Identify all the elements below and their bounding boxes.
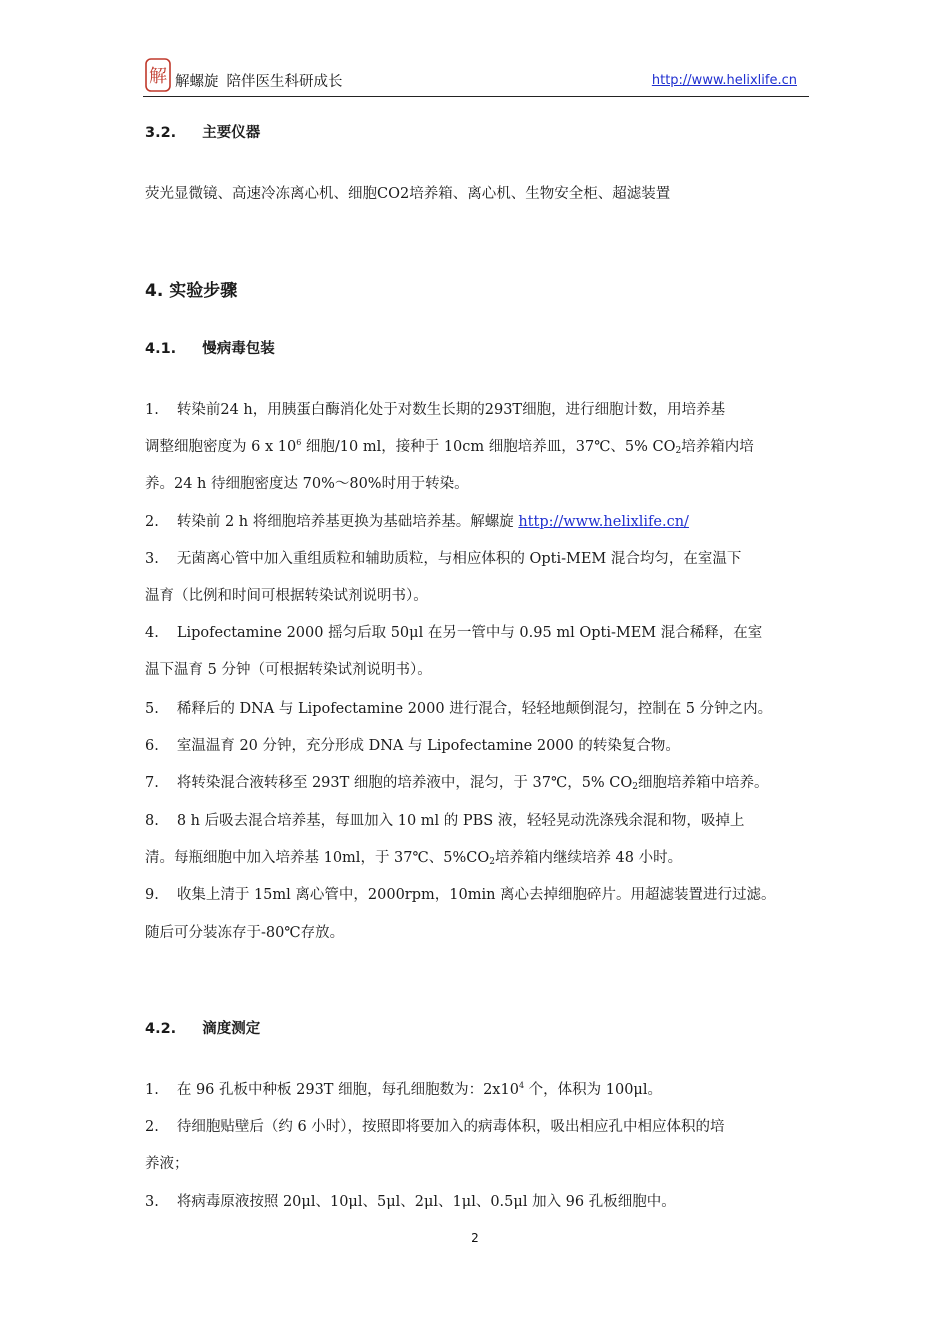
step-number: 6. <box>145 738 159 754</box>
step-text: 8 h 后吸去混合培养基，每皿加入 10 ml 的 PBS 液，轻轻晃动洗涤残余混和物，吸掉上 <box>176 813 745 829</box>
section-title: 实验步骤 <box>169 281 238 301</box>
step-4-1-7 <box>145 776 769 791</box>
step-number: 1. <box>145 1082 159 1098</box>
step-number: 1. <box>145 402 159 418</box>
step-number: 5. <box>145 701 159 717</box>
step-4-1-9-line-2: 随后可分装冻存于-80℃存放。 <box>145 925 345 941</box>
brand-name: 解螺旋 <box>175 74 219 90</box>
step-4-1-4-line-2: 温下温育 5 分钟（可根据转染试剂说明书）。 <box>145 662 432 678</box>
step-4-1-8-line-1 <box>145 814 744 829</box>
section-4-heading <box>145 283 237 300</box>
step-text: 无菌离心管中加入重组质粒和辅助质粒，与相应体积的 Opti-MEM 混合均匀，在室温下 <box>176 551 742 567</box>
step-text: 待细胞贴壁后（约 6 小时），按照即将要加入的病毒体积，吸出相应孔中相应体积的培 <box>176 1119 725 1135</box>
section-3-2-heading <box>145 126 260 141</box>
step-text: 转染前 2 h 将细胞培养基更换为基础培养基。解螺旋 <box>176 514 519 530</box>
superscript: 4 <box>518 1081 525 1090</box>
step-text: 个，体积为 100μl。 <box>524 1082 662 1098</box>
step-number: 3. <box>145 1194 159 1210</box>
helix-seal-logo-icon <box>145 58 171 92</box>
step-text: 细胞/10 ml，接种于 10cm 细胞培养皿，37℃、5% CO <box>301 439 676 455</box>
section-number: 4.2. <box>145 1021 177 1037</box>
step-number: 8. <box>145 813 159 829</box>
step-text: Lipofectamine 2000 摇匀后取 50μl 在另一管中与 0.95 ml Opti-MEM 混合稀释，在室 <box>176 625 763 641</box>
step-4-2-1 <box>145 1083 662 1098</box>
step-number: 2. <box>145 1119 159 1135</box>
step-number: 9. <box>145 887 159 903</box>
step-4-2-3 <box>145 1195 676 1210</box>
section-number: 3.2. <box>145 125 177 141</box>
step-text: 培养箱内培 <box>681 439 754 455</box>
helixlife-link[interactable]: http://www.helixlife.cn/ <box>518 514 689 530</box>
step-4-1-1-line-1 <box>145 403 725 418</box>
step-4-1-9-line-1 <box>145 888 776 903</box>
step-text: 将转染混合液转移至 293T 细胞的培养液中，混匀，于 37℃，5% CO <box>176 775 633 791</box>
step-4-2-2-line-1 <box>145 1120 725 1135</box>
step-4-1-8-line-2 <box>145 851 682 866</box>
step-text: 培养箱内继续培养 48 小时。 <box>494 850 683 866</box>
step-4-1-5 <box>145 702 772 717</box>
svg-text:解: 解 <box>149 66 167 87</box>
step-4-1-1-line-3: 养。24 h 待细胞密度达 70%～80%时用于转染。 <box>145 476 469 492</box>
step-4-1-2 <box>145 515 689 530</box>
section-title: 主要仪器 <box>202 125 261 141</box>
brand-title <box>175 70 343 91</box>
section-number: 4. <box>145 281 164 301</box>
step-number: 7. <box>145 775 159 791</box>
step-text: 将病毒原液按照 20μl、10μl、5μl、2μl、1μl、0.5μl 加入 96 孔板细胞中。 <box>176 1194 676 1210</box>
step-text: 在 96 孔板中种板 293T 细胞，每孔细胞数为：2x10 <box>176 1082 519 1098</box>
step-number: 3. <box>145 551 159 567</box>
instrument-list: 荧光显微镜、高速冷冻离心机、细胞CO2培养箱、离心机、生物安全柜、超滤装置 <box>145 186 671 202</box>
step-text: 室温温育 20 分钟，充分形成 DNA 与 Lipofectamine 2000 的转染复合物。 <box>176 738 680 754</box>
superscript: 6 <box>296 438 302 447</box>
section-title: 慢病毒包装 <box>202 341 275 357</box>
header-site-link[interactable]: http://www.helixlife.cn <box>651 73 797 88</box>
step-4-1-3-line-1 <box>145 552 741 567</box>
section-number: 4.1. <box>145 341 177 357</box>
page-header <box>143 58 809 97</box>
step-number: 4. <box>145 625 159 641</box>
step-text: 稀释后的 DNA 与 Lipofectamine 2000 进行混合，轻轻地颠倒混匀，控制在 5 分钟之内。 <box>176 701 773 717</box>
step-4-1-1-line-2 <box>145 440 754 455</box>
step-4-1-6 <box>145 739 680 754</box>
section-title: 滴度测定 <box>202 1021 261 1037</box>
section-4-1-heading <box>145 342 275 357</box>
step-text: 转染前24 h，用胰蛋白酶消化处于对数生长期的293T细胞，进行细胞计数，用培养基 <box>176 402 726 418</box>
step-4-1-4-line-1 <box>145 626 762 641</box>
brand-slogan: 陪伴医生科研成长 <box>226 74 343 90</box>
step-4-1-3-line-2: 温育（比例和时间可根据转染试剂说明书）。 <box>145 588 428 604</box>
step-text: 清。每瓶细胞中加入培养基 10ml，于 37℃、5%CO <box>145 850 490 866</box>
step-4-2-2-line-2: 养液； <box>145 1156 189 1172</box>
subscript: 2 <box>489 857 495 867</box>
step-number: 2. <box>145 514 159 530</box>
section-4-2-heading <box>145 1022 260 1037</box>
subscript: 2 <box>675 446 682 456</box>
step-text: 细胞培养箱中培养。 <box>638 775 769 791</box>
step-text: 调整细胞密度为 6 x 10 <box>145 439 297 455</box>
subscript: 2 <box>632 782 639 792</box>
page-number: 2 <box>471 1231 479 1245</box>
step-text: 收集上清于 15ml 离心管中，2000rpm，10min 离心去掉细胞碎片。用超滤装置进行过滤。 <box>176 887 776 903</box>
